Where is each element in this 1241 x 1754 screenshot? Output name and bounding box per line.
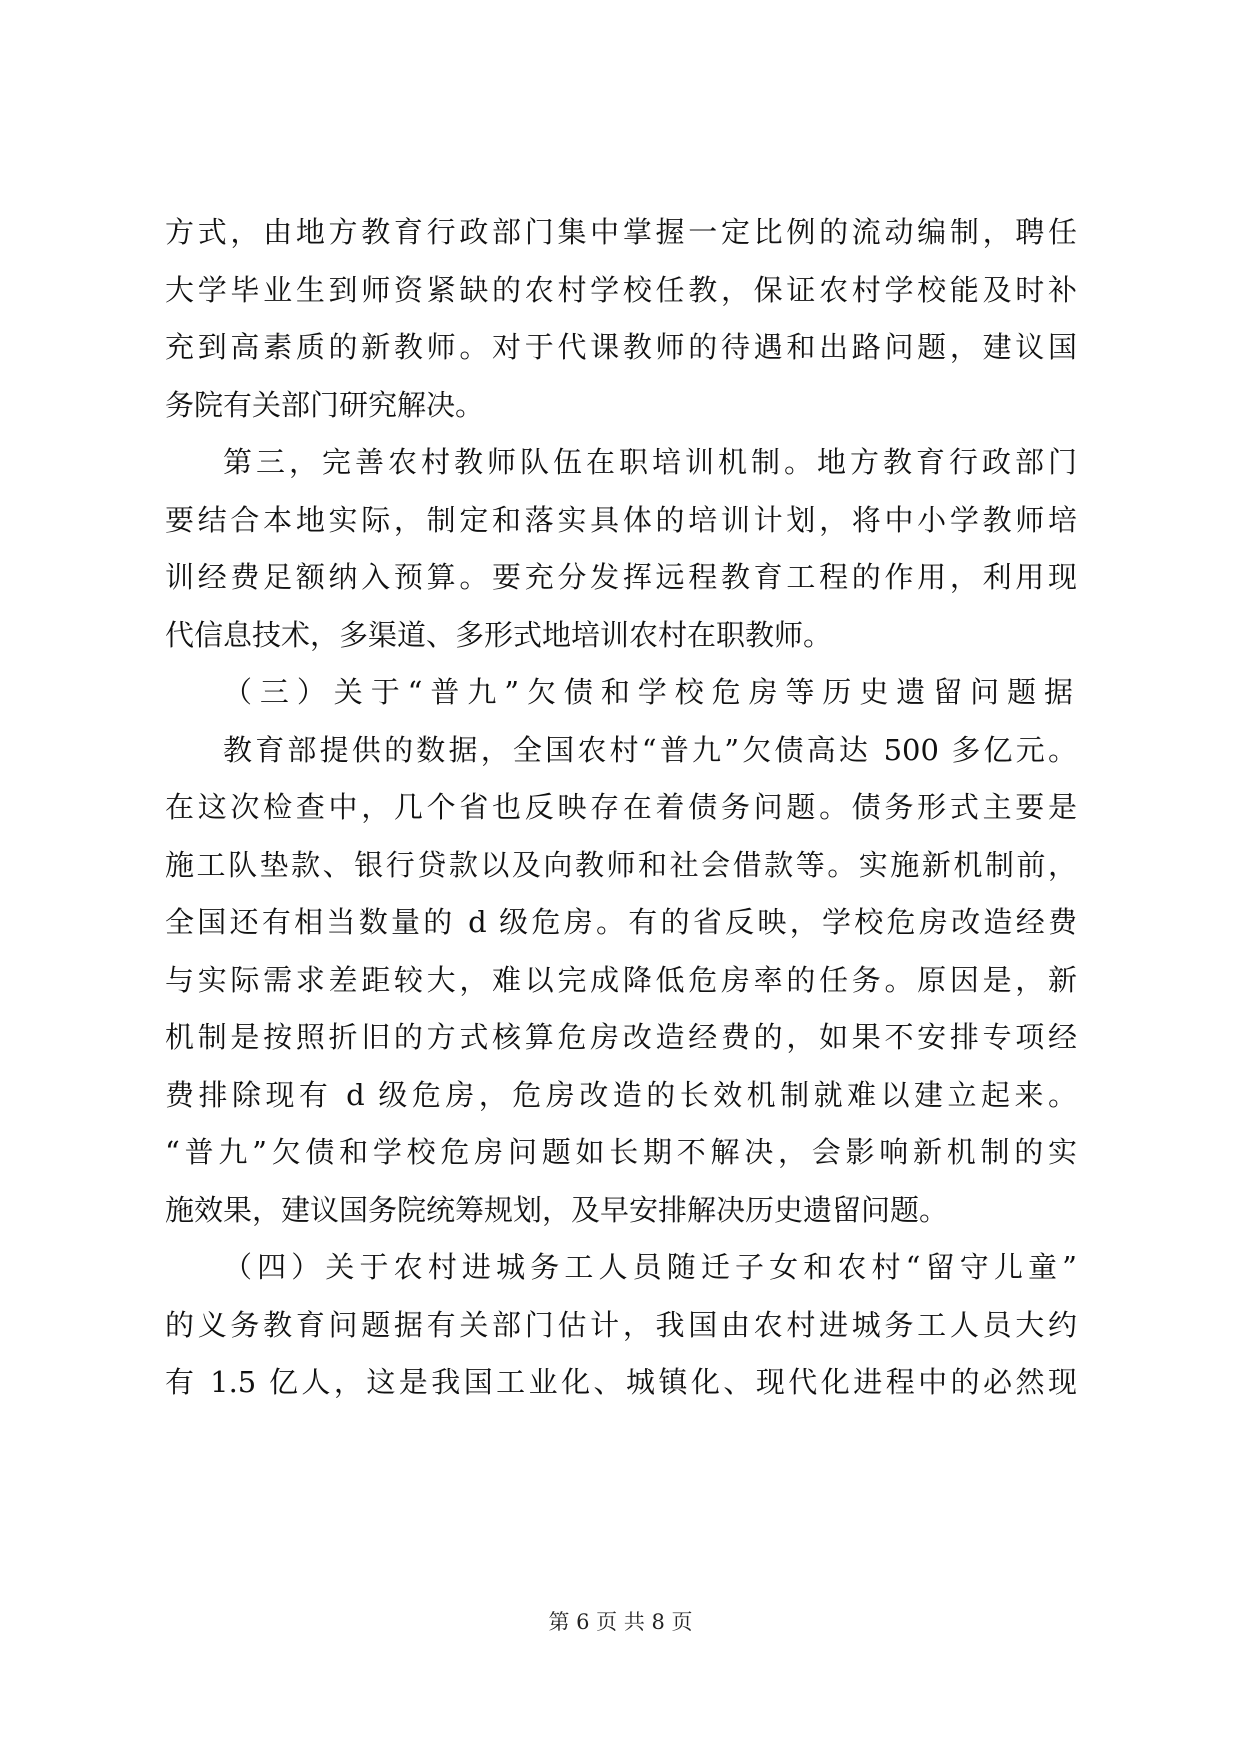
page-number-footer: 第 6 页 共 8 页 xyxy=(548,1610,693,1634)
text-line: 在这次检查中，几个省也反映存在着债务问题。债务形式主要是 xyxy=(165,790,1077,824)
text-line: 的义务教育问题据有关部门估计，我国由农村进城务工人员大约 xyxy=(165,1308,1077,1342)
text-line: 施效果，建议国务院统筹规划，及早安排解决历史遗留问题。 xyxy=(165,1193,949,1227)
text-line: 方式，由地方教育行政部门集中掌握一定比例的流动编制，聘任 xyxy=(165,215,1077,249)
text-line: 大学毕业生到师资紧缺的农村学校任教，保证农村学校能及时补 xyxy=(165,273,1077,307)
text-line: 施工队垫款、银行贷款以及向教师和社会借款等。实施新机制前， xyxy=(165,848,1077,882)
text-line: 机制是按照折旧的方式核算危房改造经费的，如果不安排专项经 xyxy=(165,1020,1077,1054)
text-line: 与实际需求差距较大，难以完成降低危房率的任务。原因是，新 xyxy=(165,963,1077,997)
section-heading-text: （三）关于“普九”欠债和学校危房等历史遗留问题据 xyxy=(223,675,1073,709)
text-line: 第三，完善农村教师队伍在职培训机制。地方教育行政部门 xyxy=(223,445,1077,479)
text-line: 教育部提供的数据，全国农村“普九”欠债高达 500 多亿元。 xyxy=(223,733,1077,767)
text-line: 全国还有相当数量的 d 级危房。有的省反映，学校危房改造经费 xyxy=(165,905,1077,939)
text-line: 要结合本地实际，制定和落实具体的培训计划，将中小学教师培 xyxy=(165,503,1077,537)
text-line: 充到高素质的新教师。对于代课教师的待遇和出路问题，建议国 xyxy=(165,330,1077,364)
text-line: 费排除现有 d 级危房，危房改造的长效机制就难以建立起来。 xyxy=(165,1078,1077,1112)
text-line: 有 1.5 亿人，这是我国工业化、城镇化、现代化进程中的必然现 xyxy=(165,1365,1077,1399)
section-heading-text: （四）关于农村进城务工人员随迁子女和农村“留守儿童” xyxy=(223,1250,1077,1284)
text-line: 代信息技术，多渠道、多形式地培训农村在职教师。 xyxy=(165,618,833,652)
text-line: “普九”欠债和学校危房问题如长期不解决，会影响新机制的实 xyxy=(165,1135,1077,1169)
text-line: 务院有关部门研究解决。 xyxy=(165,388,485,422)
text-line: 训经费足额纳入预算。要充分发挥远程教育工程的作用，利用现 xyxy=(165,560,1077,594)
